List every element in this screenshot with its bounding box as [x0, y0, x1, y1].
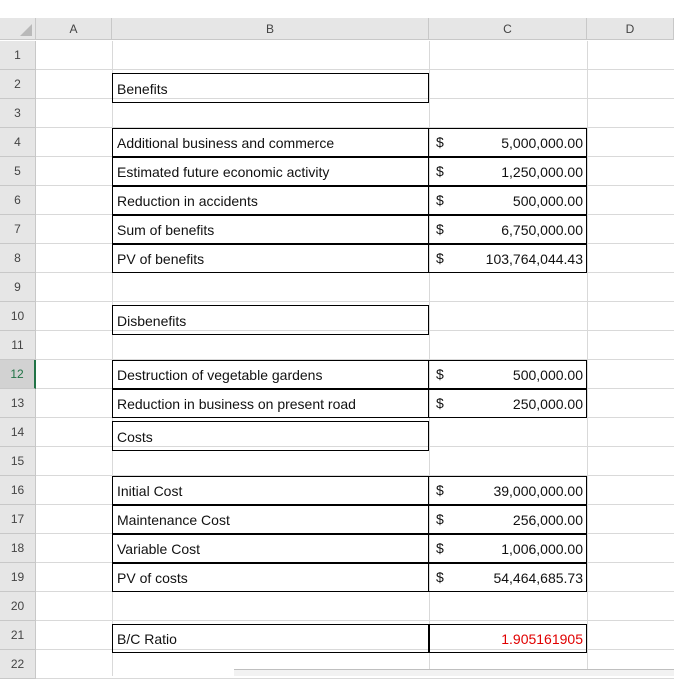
row-header-1[interactable]: 1 — [0, 41, 36, 70]
row-header-20[interactable]: 20 — [0, 592, 36, 621]
disbenefits-label[interactable]: Destruction of vegetable gardens — [112, 360, 429, 389]
bc-ratio-value[interactable]: 1.905161905 — [429, 624, 587, 653]
benefits-label[interactable]: PV of benefits — [112, 244, 429, 273]
currency-symbol: $ — [436, 540, 444, 556]
currency-symbol: $ — [436, 366, 444, 382]
currency-symbol: $ — [436, 482, 444, 498]
currency-symbol: $ — [436, 163, 444, 179]
row-header-11[interactable]: 11 — [0, 331, 36, 360]
select-all-corner[interactable] — [0, 18, 36, 40]
costs-label[interactable]: Initial Cost — [112, 476, 429, 505]
column-header-a[interactable]: A — [36, 18, 112, 40]
currency-symbol: $ — [436, 250, 444, 266]
costs-value[interactable]: 39,000,000.00 — [429, 476, 587, 505]
benefits-value[interactable]: 6,750,000.00 — [429, 215, 587, 244]
row-header-14[interactable]: 14 — [0, 418, 36, 447]
column-header-d[interactable]: D — [587, 18, 674, 40]
benefits-value[interactable]: 500,000.00 — [429, 186, 587, 215]
horizontal-scrollbar[interactable] — [234, 669, 674, 676]
benefits-label[interactable]: Additional business and commerce — [112, 128, 429, 157]
costs-header[interactable]: Costs — [112, 421, 429, 451]
row-header-7[interactable]: 7 — [0, 215, 36, 244]
disbenefits-header[interactable]: Disbenefits — [112, 305, 429, 335]
benefits-label[interactable]: Sum of benefits — [112, 215, 429, 244]
disbenefits-value[interactable]: 250,000.00 — [429, 389, 587, 418]
gridline-horizontal — [36, 620, 674, 621]
currency-symbol: $ — [436, 395, 444, 411]
gridline-horizontal — [36, 69, 674, 70]
row-header-16[interactable]: 16 — [0, 476, 36, 505]
row-header-17[interactable]: 17 — [0, 505, 36, 534]
currency-symbol: $ — [436, 569, 444, 585]
bc-ratio-label[interactable]: B/C Ratio — [112, 624, 429, 653]
costs-label[interactable]: Maintenance Cost — [112, 505, 429, 534]
row-header-4[interactable]: 4 — [0, 128, 36, 157]
benefits-value[interactable]: 1,250,000.00 — [429, 157, 587, 186]
gridline-horizontal — [36, 301, 674, 302]
row-header-2[interactable]: 2 — [0, 70, 36, 99]
row-header-18[interactable]: 18 — [0, 534, 36, 563]
benefits-value[interactable]: 5,000,000.00 — [429, 128, 587, 157]
costs-value[interactable]: 1,006,000.00 — [429, 534, 587, 563]
select-all-icon — [20, 24, 32, 36]
disbenefits-value[interactable]: 500,000.00 — [429, 360, 587, 389]
disbenefits-label[interactable]: Reduction in business on present road — [112, 389, 429, 418]
costs-label[interactable]: PV of costs — [112, 563, 429, 592]
row-header-13[interactable]: 13 — [0, 389, 36, 418]
column-header-b[interactable]: B — [112, 18, 429, 40]
costs-value[interactable]: 54,464,685.73 — [429, 563, 587, 592]
currency-symbol: $ — [436, 221, 444, 237]
row-header-3[interactable]: 3 — [0, 99, 36, 128]
row-header-19[interactable]: 19 — [0, 563, 36, 592]
costs-value[interactable]: 256,000.00 — [429, 505, 587, 534]
benefits-header[interactable]: Benefits — [112, 73, 429, 103]
benefits-label[interactable]: Estimated future economic activity — [112, 157, 429, 186]
column-header-c[interactable]: C — [429, 18, 587, 40]
row-header-10[interactable]: 10 — [0, 302, 36, 331]
currency-symbol: $ — [436, 134, 444, 150]
row-header-6[interactable]: 6 — [0, 186, 36, 215]
row-header-5[interactable]: 5 — [0, 157, 36, 186]
row-header-9[interactable]: 9 — [0, 273, 36, 302]
benefits-value[interactable]: 103,764,044.43 — [429, 244, 587, 273]
row-header-21[interactable]: 21 — [0, 621, 36, 650]
row-header-8[interactable]: 8 — [0, 244, 36, 273]
row-header-12[interactable]: 12 — [0, 360, 36, 389]
currency-symbol: $ — [436, 192, 444, 208]
benefits-label[interactable]: Reduction in accidents — [112, 186, 429, 215]
currency-symbol: $ — [436, 511, 444, 527]
row-header-22[interactable]: 22 — [0, 650, 36, 679]
row-header-15[interactable]: 15 — [0, 447, 36, 476]
costs-label[interactable]: Variable Cost — [112, 534, 429, 563]
